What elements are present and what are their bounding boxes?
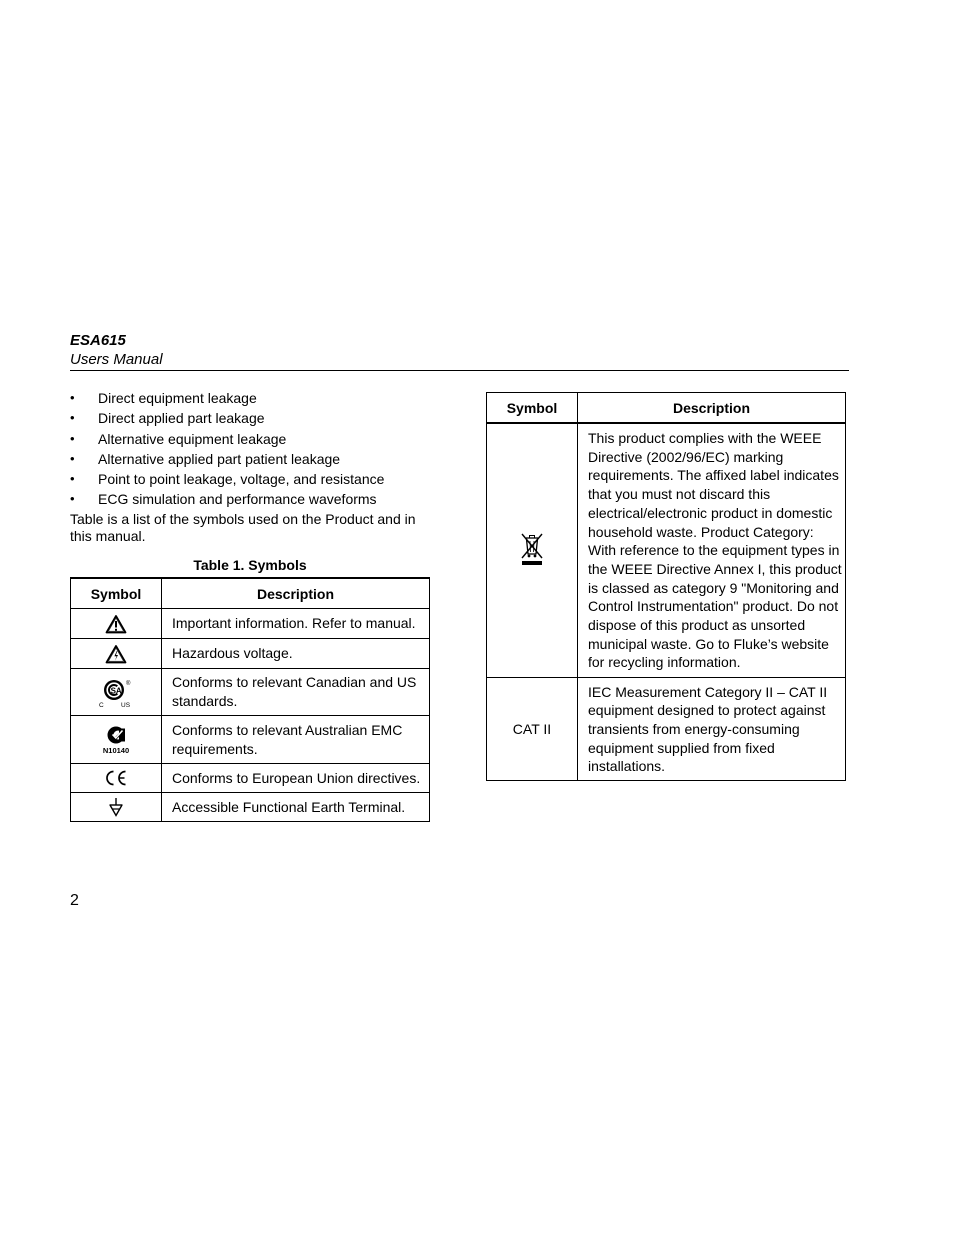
table-row [71, 609, 430, 639]
table-row [487, 677, 846, 781]
weee-crossed-bin-icon [519, 532, 545, 568]
product-name: ESA615 [70, 332, 126, 349]
header-divider [70, 370, 849, 371]
table-header-row [71, 578, 430, 609]
symbols-table-continued [486, 392, 846, 781]
symbol-description: This product complies with the WEEE Directive (2002/96/EC) marking requirements. The affixed label indicates that you must not discard this electrical/electronic product in domestic household waste. Product Category: With reference to the equipment types in the WEEE Directive Annex I, this product is classed as category 9 "Monitoring and Control Instrumentation" product. Do not dispose of this product as unsorted municipal waste. Go to Fluke’s website for recycling information. [578, 423, 846, 677]
svg-text:C: C [99, 702, 104, 709]
description-column-header: Description [162, 578, 430, 609]
functional-earth-icon [107, 797, 125, 817]
page-number: 2 [70, 892, 79, 909]
symbol-description: Conforms to European Union directives. [162, 764, 430, 793]
table-header-row [487, 393, 846, 424]
manual-title: Users Manual [70, 351, 163, 368]
ce-mark-icon [103, 769, 129, 787]
list-item: • Direct applied part leakage [70, 408, 430, 428]
list-item: • Direct equipment leakage [70, 388, 430, 408]
warning-triangle-icon [105, 614, 127, 634]
table-row [71, 716, 430, 764]
page-header [70, 331, 849, 369]
cat-ii-symbol: CAT II [487, 677, 578, 781]
symbols-table [70, 577, 430, 822]
intro-paragraph: Table is a list of the symbols used on the Product and in this manual. [70, 510, 416, 545]
symbol-description: Important information. Refer to manual. [162, 609, 430, 639]
symbol-column-header: Symbol [71, 578, 162, 609]
symbol-description: Conforms to relevant Australian EMC requirements. [162, 716, 430, 764]
hazardous-voltage-icon [105, 644, 127, 664]
list-item: • ECG simulation and performance waveforms [70, 489, 430, 509]
c-tick-mark-icon [98, 724, 134, 756]
list-item: • Alternative equipment leakage [70, 429, 430, 449]
svg-text:N10140: N10140 [102, 745, 130, 755]
table-row [71, 793, 430, 822]
svg-text:®: ® [126, 681, 131, 687]
table-row [487, 423, 846, 677]
description-column-header: Description [578, 393, 846, 424]
csa-mark-icon [97, 675, 135, 709]
list-item: • Alternative applied part patient leakage [70, 449, 430, 469]
svg-text:US: US [121, 702, 131, 709]
table-row [71, 639, 430, 669]
symbol-description: Accessible Functional Earth Terminal. [162, 793, 430, 822]
table-caption: Table 1. Symbols [193, 556, 307, 573]
symbol-description: Hazardous voltage. [162, 639, 430, 669]
symbol-description: IEC Measurement Category II – CAT II equipment designed to protect against transients from energy-consuming equipment supplied from fixed installations. [578, 677, 846, 781]
table-row [71, 669, 430, 716]
list-item: • Point to point leakage, voltage, and resistance [70, 469, 430, 489]
feature-list [70, 388, 430, 510]
svg-text:SA: SA [110, 686, 122, 696]
symbol-description: Conforms to relevant Canadian and US standards. [162, 669, 430, 716]
symbol-column-header: Symbol [487, 393, 578, 424]
table-row [71, 764, 430, 793]
left-column [70, 388, 430, 574]
